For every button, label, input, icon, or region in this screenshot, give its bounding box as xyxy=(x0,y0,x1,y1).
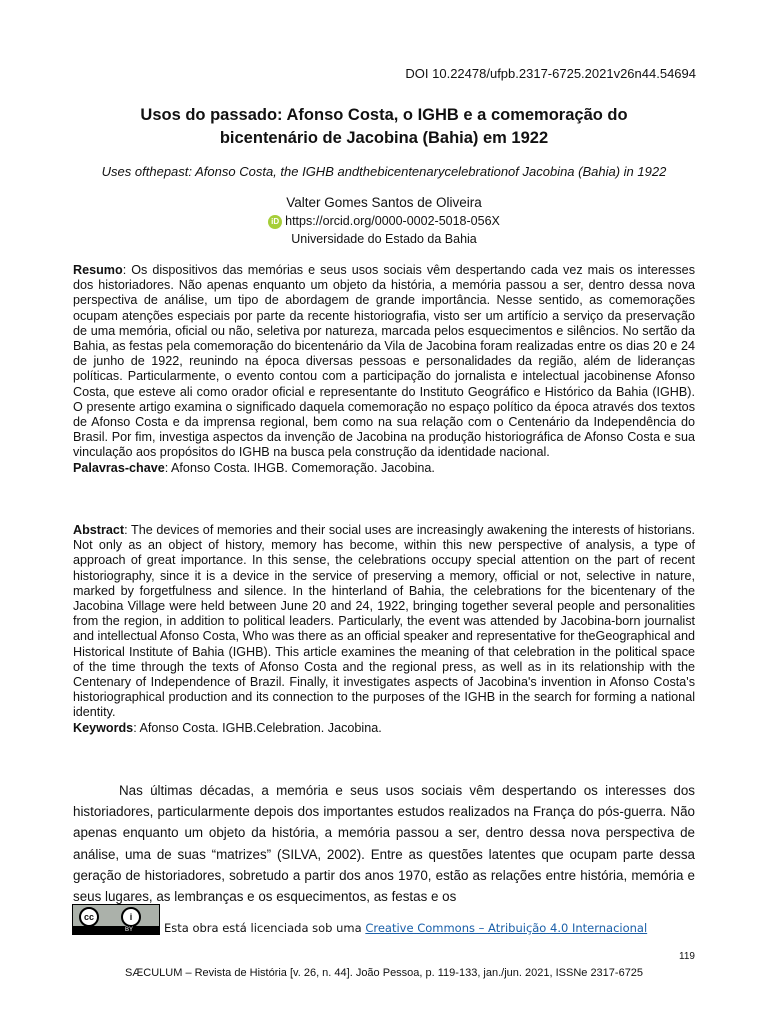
affiliation: Universidade do Estado da Bahia xyxy=(291,232,477,246)
cc-icon: cc xyxy=(79,907,99,927)
resumo-text: : Os dispositivos das memórias e seus usos sociais vêm despertando cada vez mais os interesses dos historiadores. Não apenas enquanto um objeto da história, a memória passou a ser, dentro dessa nova perspectiva de análise, um tipo de abordagem de grande importância. Nesse sentido, as comemorações ocupam atenções especiais por parte da recente historiografia, visto ser um artifício a serviço da preservação de uma memória, oficial ou não, seletiva por natureza, marcada pelos esquecimentos e silêncios. No sertão da Bahia, as festas pela comemoração do bicentenário da Vila de Jacobina foram realizadas entre os dias 20 e 24 de junho de 1922, reunindo na época diversas pessoas e personalidades da região, além de lideranças políticas. Particularmente, o evento contou com a participação do jornalista e intelectual jacobinense Afonso Costa, que esteve ali como orador oficial e representante do Instituto Geográfico e Histórico da Bahia (IGHB). O presente artigo examina o significado daquela comemoração no espaço político da época através dos textos de Afonso Costa e da imprensa regional, bem como na sua relação com o Centenário da Independência do Brasil. Por fim, investiga aspectos da invenção de Jacobina na produção historiográfica de Afonso Costa e sua vinculação aos propósitos do IGHB na busca pela construção da identidade nacional. xyxy=(73,263,695,460)
license-prefix: Esta obra está licenciada sob uma xyxy=(164,921,366,935)
journal-footer: SÆCULUM – Revista de História [v. 26, n. 44]. João Pessoa, p. 119-133, jan./jun. 2021, ISSNe 2317-6725 xyxy=(124,967,644,979)
english-title: Uses ofthepast: Afonso Costa, the IGHB andthebicentenarycelebrationof Jacobina (Bahia) in 1922 xyxy=(101,164,667,179)
by-person-icon: i xyxy=(121,907,141,927)
abstract-label: Abstract xyxy=(73,523,125,537)
palavras-chave-text: : Afonso Costa. IHGB. Comemoração. Jacobina. xyxy=(164,460,435,475)
cc-by-badge[interactable] xyxy=(72,904,160,935)
keywords-label: Keywords xyxy=(73,720,134,735)
keywords xyxy=(73,721,695,736)
resumo-label: Resumo xyxy=(73,263,123,277)
keywords-text: : Afonso Costa. IGHB.Celebration. Jacobina. xyxy=(133,720,382,735)
license-link[interactable]: Creative Commons – Atribuição 4.0 Internacional xyxy=(365,921,648,935)
resumo-section xyxy=(73,263,695,476)
license-text xyxy=(164,921,647,935)
by-label: BY xyxy=(125,927,134,933)
abstract-text: : The devices of memories and their social uses are increasingly awakening the interests of historians. Not only as an object of history, memory has become, within this new perspective of analysis, a type of approach of great importance. In this sense, the celebrations occupy special attention on the part of recent historiography, since it is a device in the service of preserving a memory, official or not, selective in nature, marked by forgetfulness and silence. In the hinterland of Bahia, the celebrations for the bicentenary of the Jacobina Village were held between June 20 and 24, 1922, bringing together several people and personalities from the region, in addition to political leaders. Particularly, the event was attended by Jacobina-born journalist and intellectual Afonso Costa, Who was there as an official speaker and representative for theGeographical and Historical Institute of Bahia (IGHB). This article examines the meaning of that celebration in the political space of the time through the texts of Afonso Costa and the regional press, as well as in its relationship with the Centenary of Independence of Brazil. Finally, it investigates aspects of Jacobina's invention in Afonso Costa's historiographical production and its connection to the purposes of the IGHB in the search for forming a national identity. xyxy=(73,523,695,720)
body-paragraph: Nas últimas décadas, a memória e seus usos sociais vêm despertando os interesses dos historiadores, particularmente depois dos importantes estudos realizados na França do pós-guerra. Não apenas enquanto um objeto da história, a memória passou a ser, dentro dessa nova perspectiva de análise, uma de suas “matrizes” (SILVA, 2002). Entre as questões latentes que ocupam parte dessa geração de historiadores, sobretudo a partir dos anos 1970, estão as relações entre história, memória e seus lugares, as lembranças e os esquecimentos, as festas e os xyxy=(73,783,695,905)
orcid-icon[interactable]: iD xyxy=(268,215,282,229)
license-notice xyxy=(72,904,647,935)
orcid-line xyxy=(0,214,768,229)
doi: DOI 10.22478/ufpb.2317-6725.2021v26n44.54694 xyxy=(405,66,696,81)
article-title xyxy=(60,104,708,150)
orcid-link[interactable]: https://orcid.org/0000-0002-5018-056X xyxy=(285,214,500,228)
abstract-section xyxy=(73,523,695,736)
palavras-chave-label: Palavras-chave xyxy=(73,460,165,475)
page-number: 119 xyxy=(679,951,695,962)
title-line-2: bicentenário de Jacobina (Bahia) em 1922 xyxy=(219,129,549,147)
author-name: Valter Gomes Santos de Oliveira xyxy=(286,195,482,210)
title-line-1: Usos do passado: Afonso Costa, o IGHB e a comemoração do xyxy=(140,106,628,124)
palavras-chave xyxy=(73,461,695,476)
